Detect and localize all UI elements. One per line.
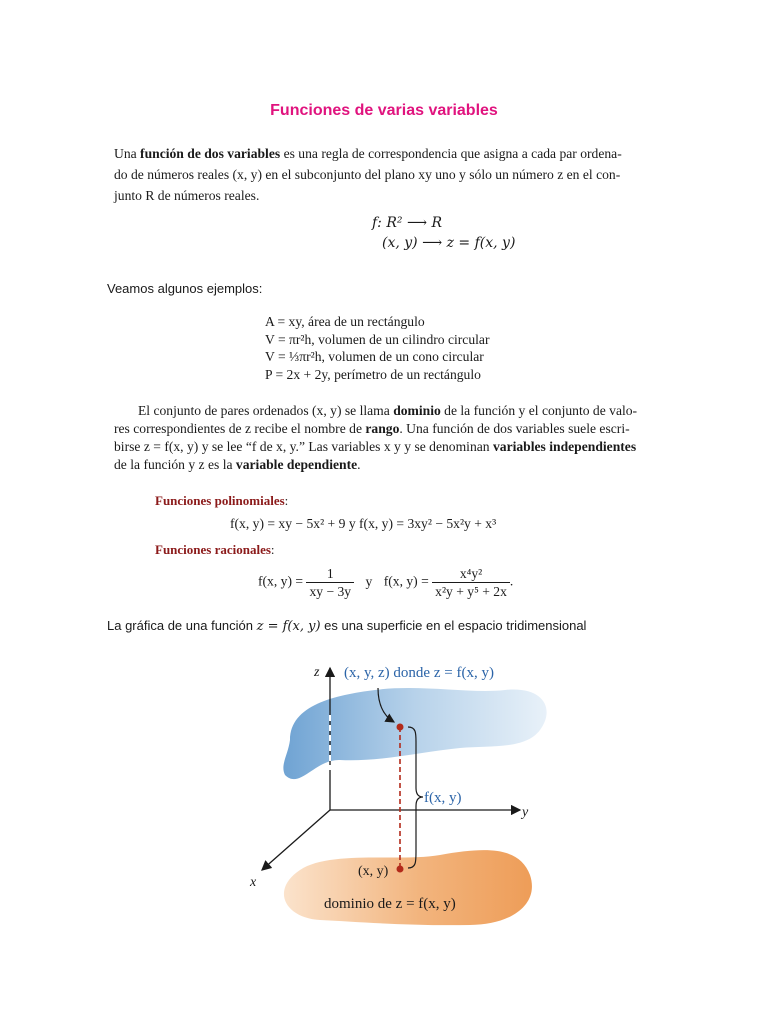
fraction-denominator: xy − 3y bbox=[309, 584, 352, 599]
x-axis-label: x bbox=[250, 875, 257, 890]
definition-text: do de números reales (x, y) en el subconjunto del plano xy uno y sólo un número z en el con- bbox=[114, 167, 621, 182]
paragraph-text: birse z = f(x, y) y se lee “f de x, y.” Las variables x y y se denominan bbox=[114, 439, 493, 454]
sentence-text: es una superficie en el espacio tridimensional bbox=[320, 618, 587, 633]
x-axis bbox=[262, 810, 330, 870]
definition-term: función de dos variables bbox=[140, 146, 281, 161]
paragraph-text: El conjunto de pares ordenados (x, y) se llama bbox=[138, 403, 394, 418]
term-variables-independientes: variables independientes bbox=[492, 439, 637, 454]
paragraph-text: . bbox=[357, 457, 361, 472]
rational-heading: Funciones racionales: bbox=[155, 542, 275, 557]
poly-formula: f(x, y) = xy − 5x² + 9 y f(x, y) = 3xy² − 5x²y + x³ bbox=[230, 516, 497, 531]
example-item: P = 2x + 2y, perímetro de un rectángulo bbox=[265, 366, 481, 382]
example-item: A = xy, área de un rectángulo bbox=[265, 314, 425, 329]
mapping-line: f: R² ⟶ R bbox=[372, 215, 443, 231]
domain-point bbox=[397, 866, 404, 873]
paragraph-text: de la función y el conjunto de valo- bbox=[440, 403, 638, 418]
fraction-denominator: x²y + y⁵ + 2x bbox=[435, 584, 507, 599]
page-title: Funciones de varias variables bbox=[270, 102, 498, 119]
rational-lhs: f(x, y) = bbox=[258, 573, 304, 589]
point-label: (x, y, z) donde z = f(x, y) bbox=[344, 665, 494, 681]
domain-label: dominio de z = f(x, y) bbox=[324, 896, 456, 912]
examples-intro: Veamos algunos ejemplos: bbox=[107, 281, 263, 296]
surface-point bbox=[397, 724, 404, 731]
sentence-text: La gráfica de una función bbox=[107, 618, 257, 633]
paragraph-text: res correspondientes de z recibe el nombre de bbox=[114, 421, 366, 436]
z-axis-label: z bbox=[314, 665, 320, 680]
definition-text: junto R de números reales. bbox=[114, 188, 260, 203]
rational-lhs: f(x, y) = bbox=[383, 573, 429, 589]
fraction-numerator: x⁴y² bbox=[432, 565, 510, 583]
separator: y bbox=[365, 573, 373, 589]
period: . bbox=[509, 573, 514, 589]
term-variable-dependiente: variable dependiente bbox=[235, 457, 358, 472]
xy-label: (x, y) bbox=[358, 864, 389, 879]
domain-region bbox=[284, 850, 532, 925]
term-dominio: dominio bbox=[393, 403, 441, 418]
example-item: V = πr²h, volumen de un cilindro circular bbox=[265, 331, 490, 347]
sentence-math: z = f(x, y) bbox=[256, 619, 321, 634]
term-rango: rango bbox=[365, 421, 400, 436]
y-axis-label: y bbox=[522, 805, 529, 820]
fxy-label: f(x, y) bbox=[424, 790, 462, 806]
paragraph-text: . Una función de dos variables suele escri- bbox=[399, 421, 630, 436]
mapping-line: (x, y) ⟶ z = f(x, y) bbox=[382, 235, 516, 251]
definition-text: es una regla de correspondencia que asigna a cada par ordena- bbox=[280, 146, 622, 161]
definition-text: Una bbox=[114, 146, 141, 161]
poly-heading: Funciones polinomiales: bbox=[155, 493, 289, 508]
paragraph-text: de la función y z es la bbox=[114, 457, 236, 472]
example-item: V = ⅓πr²h, volumen de un cono circular bbox=[265, 349, 484, 364]
fraction-numerator: 1 bbox=[306, 565, 354, 583]
